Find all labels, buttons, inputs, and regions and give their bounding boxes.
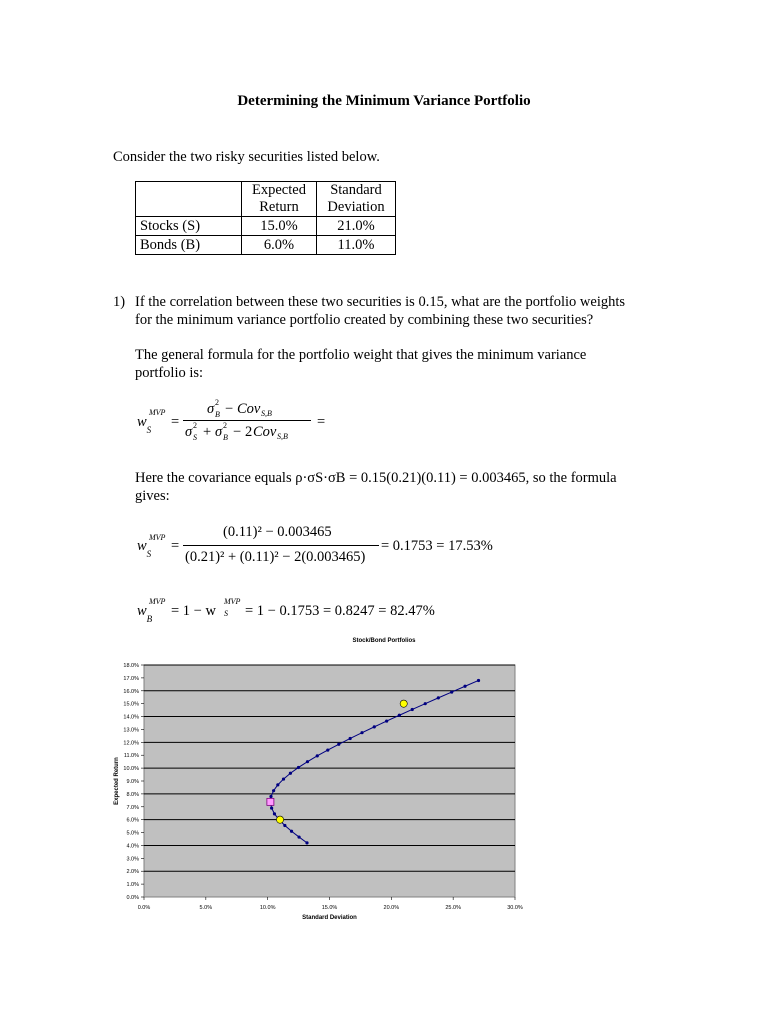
stocks-marker	[400, 700, 407, 707]
data-point	[337, 743, 340, 746]
table-header-cell	[317, 182, 396, 217]
y-tick-label: 15.0%	[123, 701, 139, 708]
data-point	[411, 708, 414, 711]
table-header-cell	[242, 182, 317, 217]
row-std-dev: 21.0%	[317, 217, 396, 236]
data-point	[289, 772, 292, 775]
y-axis-label: Expected Return	[114, 757, 120, 805]
question-line-1: If the correlation between these two securities is 0.15, what are the portfolio weights	[135, 294, 626, 310]
formula3-result: = 1 − 0.1753 = 0.8247 = 82.47%	[245, 603, 435, 619]
data-point	[424, 702, 427, 705]
x-axis-ticks	[138, 897, 523, 911]
plot-area	[144, 665, 515, 897]
y-tick-label: 6.0%	[126, 817, 139, 824]
data-point	[297, 766, 300, 769]
data-point	[398, 714, 401, 717]
formula3-text: = 1 − w	[171, 603, 216, 619]
header-sd-line2: Deviation	[327, 199, 385, 215]
data-point	[272, 789, 275, 792]
table-corner-cell	[136, 182, 242, 217]
data-point	[283, 824, 286, 827]
data-point	[450, 690, 453, 693]
x-axis-label: Standard Deviation	[302, 915, 357, 921]
y-tick-label: 7.0%	[126, 804, 139, 811]
y-tick-label: 3.0%	[126, 856, 139, 863]
y-tick-label: 16.0%	[123, 688, 139, 695]
y-tick-label: 11.0%	[123, 753, 139, 760]
y-tick-label: 1.0%	[126, 882, 139, 889]
intro-text: Consider the two risky securities listed below.	[113, 149, 380, 165]
x-tick-label: 10.0%	[259, 905, 276, 911]
data-point	[316, 754, 319, 757]
data-point	[306, 760, 309, 763]
y-tick-label: 8.0%	[126, 791, 139, 798]
x-tick-label: 5.0%	[199, 905, 213, 911]
y-tick-label: 14.0%	[123, 714, 139, 721]
formula-denominator: (0.21)² + (0.11)² − 2(0.003465)	[185, 549, 366, 565]
row-name: Stocks (S)	[136, 217, 242, 236]
general-line-1: The general formula for the portfolio weight that gives the minimum variance	[135, 347, 587, 363]
x-tick-label: 0.0%	[137, 905, 151, 911]
row-expected-return: 15.0%	[242, 217, 317, 236]
y-tick-label: 4.0%	[126, 843, 139, 850]
bonds-marker	[276, 816, 283, 823]
data-point	[290, 830, 293, 833]
header-expected-line2: Return	[259, 199, 299, 215]
securities-table	[135, 181, 396, 255]
covariance-line-2: gives:	[135, 488, 170, 504]
y-tick-label: 5.0%	[126, 830, 139, 837]
formula-numeric: $w_S$ MVP = (0.11)² − 0.003465 (0.21)² + (0.11)² − 2(0.003465) = 0.1753 = 17.53%	[137, 524, 493, 565]
header-sd-line1: Standard	[330, 182, 382, 198]
y-tick-label: 18.0%	[123, 663, 139, 669]
formula-numerator: (0.11)² − 0.003465	[223, 524, 332, 540]
row-std-dev: 11.0%	[317, 236, 396, 255]
data-point	[297, 835, 300, 838]
x-tick-label: 15.0%	[321, 905, 338, 911]
data-point	[273, 812, 276, 815]
stock-bond-chart	[100, 655, 530, 925]
data-point	[463, 685, 466, 688]
row-name: Bonds (B)	[136, 236, 242, 255]
data-point	[305, 841, 308, 844]
y-tick-label: 12.0%	[123, 740, 139, 747]
table-row	[136, 217, 396, 236]
y-tick-label: 13.0%	[123, 727, 139, 734]
general-line-2: portfolio is:	[135, 365, 204, 381]
question-number: 1)	[113, 294, 126, 310]
table-header-row	[136, 182, 396, 217]
y-tick-label: 10.0%	[123, 766, 139, 773]
data-point	[385, 719, 388, 722]
formula-general: $w_S$ MVP = σ B 2 − Cov S,B σ S 2 + σ B 2 − 2 Cov S,B =	[137, 398, 326, 442]
x-tick-label: 30.0%	[507, 905, 523, 911]
x-tick-label: 25.0%	[445, 905, 461, 911]
y-axis-ticks	[123, 663, 144, 901]
mvp-marker	[267, 798, 274, 805]
chart-title: Stock/Bond Portfolios	[352, 638, 416, 644]
y-tick-label: 17.0%	[123, 675, 139, 682]
y-tick-label: 0.0%	[126, 895, 139, 901]
data-point	[360, 731, 363, 734]
data-point	[477, 679, 480, 682]
data-point	[276, 783, 279, 786]
question-line-2: for the minimum variance portfolio created by combining these two securities?	[135, 312, 594, 328]
formula-bond-weight: $w_B$ MVP = 1 − w S MVP = 1 − 0.1753 = 0.8247 = 82.47%	[137, 597, 435, 624]
data-point	[326, 748, 329, 751]
formula-result: = 0.1753 = 17.53%	[381, 538, 493, 554]
data-point	[269, 795, 272, 798]
data-point	[270, 806, 273, 809]
row-expected-return: 6.0%	[242, 236, 317, 255]
data-point	[373, 725, 376, 728]
table-row	[136, 236, 396, 255]
y-tick-label: 9.0%	[126, 779, 139, 785]
covariance-line-1: Here the covariance equals ρ·σS·σB = 0.15(0.21)(0.11) = 0.003465, so the formula	[135, 470, 617, 486]
data-point	[349, 737, 352, 740]
y-tick-label: 2.0%	[126, 869, 139, 876]
page-title: Determining the Minimum Variance Portfolio	[237, 93, 531, 109]
x-tick-label: 20.0%	[383, 905, 400, 911]
data-point	[437, 696, 440, 699]
header-expected-line1: Expected	[252, 182, 306, 198]
data-point	[282, 777, 285, 780]
